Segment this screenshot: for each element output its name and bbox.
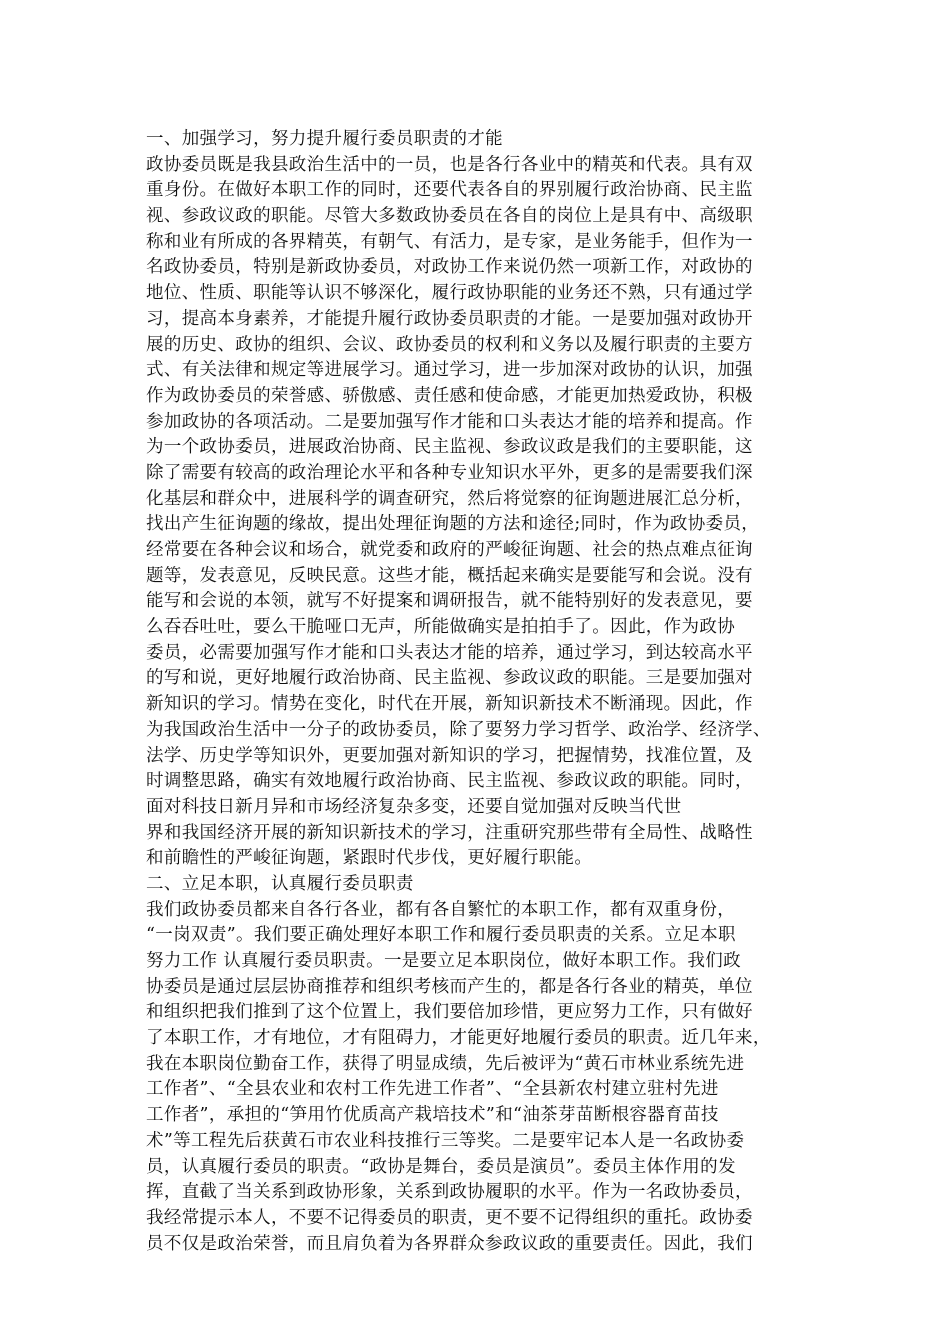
text-line: 术”等工程先后获黄石市农业科技推行三等奖。二是要牢记本人是一名政协委 [146,1130,745,1151]
text-line: 界和我国经济开展的新知识新技术的学习，注重研究那些带有全局性、战略性 [146,822,753,843]
text-line: 一、加强学习，努力提升履行委员职责的才能 [146,129,503,149]
text-line: 挥，直截了当关系到政协形象，关系到政协履职的水平。作为一名政协委员， [146,1182,753,1203]
text-line: 的写和说，更好地履行政治协商、民主监视、参政议政的职能。三是要加强对 [146,668,753,689]
text-line: 和前瞻性的严峻征询题，紧跟时代步伐，更好履行职能。 [146,848,593,869]
text-line: 除了需要有较高的政治理论水平和各种专业知识水平外，更多的是需要我们深 [146,462,753,483]
document-body [146,127,816,1257]
text-line: 经常要在各种会议和场合，就党委和政府的严峻征询题、社会的热点难点征询 [146,540,753,560]
text-line: 找出产生征询题的缘故，提出处理征询题的方法和途径;同时，作为政协委员， [146,514,760,535]
text-line: 了本职工作，才有地位，才有阻碍力，才能更好地履行委员的职责。近几年来， [146,1028,771,1049]
text-line: 工作者”，承担的“笋用竹优质高产栽培技术”和“油茶芽苗断根容器育苗技 [146,1105,719,1126]
text-line: 政协委员既是我县政治生活中的一员，也是各行各业中的精英和代表。具有双 [146,154,753,175]
text-line: 视、参政议政的职能。尽管大多数政协委员在各自的岗位上是具有中、高级职 [146,206,753,227]
text-line: 我经常提示本人，不要不记得委员的职责，更不要不记得组织的重托。政协委 [146,1207,753,1228]
text-line: 么吞吞吐吐，要么干脆哑口无声，所能做确实是拍拍手了。因此，作为政协 [146,617,736,638]
text-line: 工作者”、“全县农业和农村工作先进工作者”、“全县新农村建立驻村先进 [146,1079,719,1100]
text-line: 为我国政治生活中一分子的政协委员，除了要努力学习哲学、政治学、经济学、 [146,719,771,740]
text-line: 式、有关法律和规定等进展学习。通过学习，进一步加深对政协的认识，加强 [146,360,753,381]
text-line: 委员，必需要加强写作才能和口头表达才能的培养，通过学习，到达较高水平 [146,642,753,663]
text-line: 员不仅是政治荣誉，而且肩负着为各界群众参政议政的重要责任。因此，我们 [146,1233,753,1254]
text-line: 能写和会说的本领，就写不好提案和调研报告，就不能特别好的发表意见，要 [146,591,753,612]
text-line: 协委员是通过层层协商推荐和组织考核而产生的，都是各行各业的精英，单位 [146,976,753,997]
text-line: 重身份。在做好本职工作的同时，还要代表各自的界别履行政治协商、民主监 [146,180,753,201]
text-line: 作为政协委员的荣誉感、骄傲感、责任感和使命感，才能更加热爱政协，积极 [146,385,753,406]
text-line: 努力工作 认真履行委员职责。一是要立足本职岗位，做好本职工作。我们政 [146,951,741,971]
text-line: 称和业有所成的各界精英，有朝气、有活力，是专家，是业务能手，但作为一 [146,231,753,252]
text-line: 名政协委员，特别是新政协委员，对政协工作来说仍然一项新工作，对政协的 [146,257,753,278]
text-line: 地位、性质、职能等认识不够深化，履行政协职能的业务还不熟，只有通过学 [146,283,753,304]
text-line: 我们政协委员都来自各行各业，都有各自繁忙的本职工作，都有双重身份， [146,899,736,920]
text-line: 面对科技日新月异和市场经济复杂多变，还要自觉加强对反映当代世 [146,796,682,817]
text-line: 员，认真履行委员的职责。“政协是舞台，委员是演员”。委员主体作用的发 [146,1156,736,1177]
text-line: 时调整思路，确实有效地履行政治协商、民主监视、参政议政的职能。同时， [146,771,753,792]
text-line: 展的历史、政协的组织、会议、政协委员的权利和义务以及履行职责的主要方 [146,334,753,355]
text-line: 新知识的学习。情势在变化，时代在开展，新知识新技术不断涌现。因此，作 [146,694,753,715]
text-line: 和组织把我们推到了这个位置上，我们要倍加珍惜，更应努力工作，只有做好 [146,1002,753,1023]
text-line: 习，提高本身素养，才能提升履行政协委员职责的才能。一是要加强对政协开 [146,308,753,329]
text-line: 参加政协的各项活动。二是要加强写作才能和口头表达才能的培养和提高。作 [146,411,753,432]
text-line: 化基层和群众中，进展科学的调查研究，然后将觉察的征询题进展汇总分析， [146,488,753,509]
text-line: 我在本职岗位勤奋工作，获得了明显成绩，先后被评为“黄石市林业系统先进 [146,1053,745,1074]
text-line: 为一个政协委员，进展政治协商、民主监视、参政议政是我们的主要职能，这 [146,437,753,458]
text-line: 法学、历史学等知识外，更要加强对新知识的学习，把握情势，找准位置，及 [146,745,753,766]
text-line: 二、立足本职，认真履行委员职责 [146,873,414,894]
text-line: “一岗双责”。我们要正确处理好本职工作和履行委员职责的关系。立足本职 [146,925,736,946]
text-line: 题等，发表意见，反映民意。这些才能，概括起来确实是要能写和会说。没有 [146,565,753,586]
